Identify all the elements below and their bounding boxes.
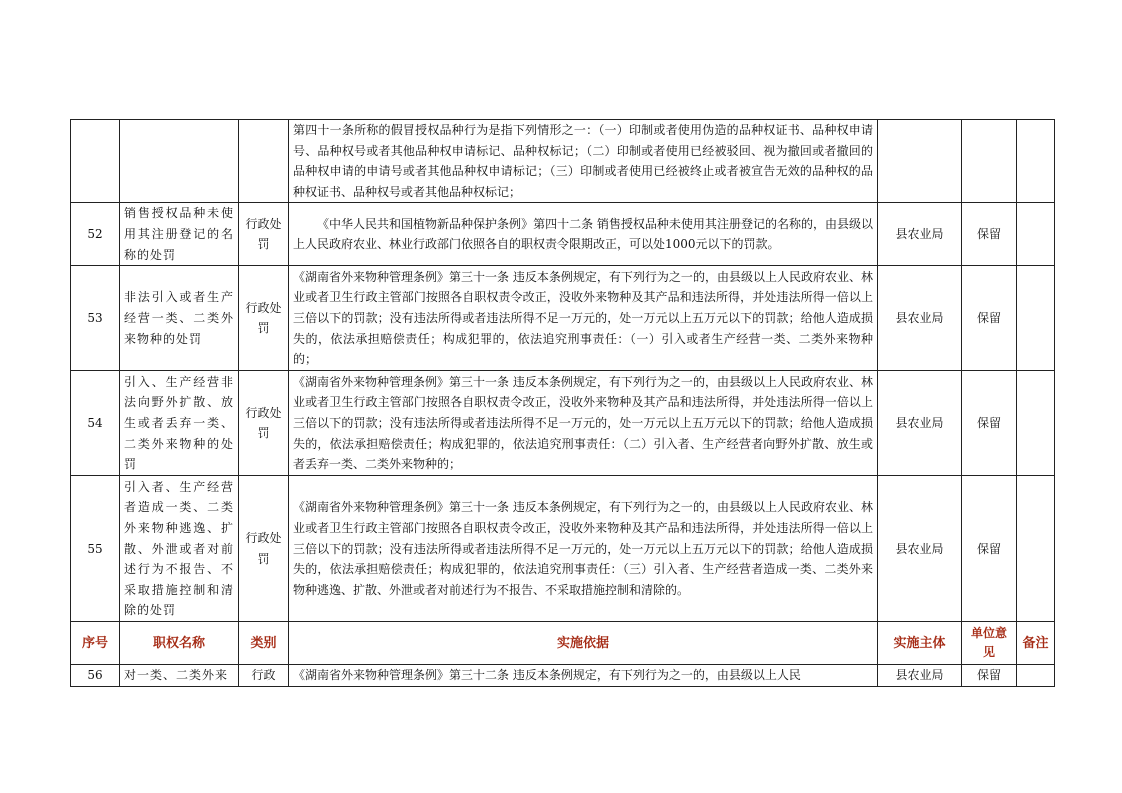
category: 行政 bbox=[239, 665, 289, 687]
unit-opinion: 保留 bbox=[962, 203, 1017, 266]
row-number: 53 bbox=[71, 266, 120, 371]
authority-name: 非法引入或者生产经营一类、二类外来物种的处罚 bbox=[120, 266, 239, 371]
row-number: 55 bbox=[71, 476, 120, 622]
unit-opinion bbox=[962, 120, 1017, 203]
category: 行政处罚 bbox=[239, 266, 289, 371]
legal-basis: 《湖南省外来物种管理条例》第三十一条 违反本条例规定，有下列行为之一的，由县级以上人民政府农业、林业或者卫生行政主管部门按照各自职权责令改正，没收外来物种及其产品和违法所得，并处违法所得一倍以上三倍以下的罚款；没有违法所得或者违法所得不足一万元的，处一万元以上五万元以下的罚款；给他人造成损失的，依法承担赔偿责任；构成犯罪的，依法追究刑事责任：（三）引入者、生产经营者造成一类、二类外来物种逃逸、扩散、外泄或者对前述行为不报告、不采取措施控制和清除的。 bbox=[289, 476, 878, 622]
remark bbox=[1017, 476, 1055, 622]
table-header-row bbox=[71, 622, 1055, 665]
header-subject: 实施主体 bbox=[878, 622, 962, 665]
remark bbox=[1017, 266, 1055, 371]
implementing-body: 县农业局 bbox=[878, 665, 962, 687]
category: 行政处罚 bbox=[239, 371, 289, 476]
authority-name: 销售授权品种未使用其注册登记的名称的处罚 bbox=[120, 203, 239, 266]
authority-name: 对一类、二类外来 bbox=[120, 665, 239, 687]
authority-name: 引入、生产经营非法向野外扩散、放生或者丢弃一类、二类外来物种的处罚 bbox=[120, 371, 239, 476]
header-opinion: 单位意见 bbox=[962, 622, 1017, 665]
category: 行政处罚 bbox=[239, 476, 289, 622]
table-row bbox=[71, 120, 1055, 203]
authority-name bbox=[120, 120, 239, 203]
remark bbox=[1017, 371, 1055, 476]
authority-table bbox=[70, 119, 1055, 687]
authority-name: 引入者、生产经营者造成一类、二类外来物种逃逸、扩散、外泄或者对前述行为不报告、不采取措施控制和清除的处罚 bbox=[120, 476, 239, 622]
row-number: 52 bbox=[71, 203, 120, 266]
implementing-body: 县农业局 bbox=[878, 266, 962, 371]
implementing-body bbox=[878, 120, 962, 203]
unit-opinion: 保留 bbox=[962, 476, 1017, 622]
legal-basis: 《湖南省外来物种管理条例》第三十一条 违反本条例规定，有下列行为之一的，由县级以上人民政府农业、林业或者卫生行政主管部门按照各自职权责令改正，没收外来物种及其产品和违法所得，并处违法所得一倍以上三倍以下的罚款；没有违法所得或者违法所得不足一万元的，处一万元以上五万元以下的罚款；给他人造成损失的，依法承担赔偿责任；构成犯罪的，依法追究刑事责任：（一）引入或者生产经营一类、二类外来物种的； bbox=[289, 266, 878, 371]
row-number: 54 bbox=[71, 371, 120, 476]
table-row bbox=[71, 371, 1055, 476]
remark bbox=[1017, 203, 1055, 266]
row-number: 56 bbox=[71, 665, 120, 687]
category bbox=[239, 120, 289, 203]
header-category: 类别 bbox=[239, 622, 289, 665]
category: 行政处罚 bbox=[239, 203, 289, 266]
table-row bbox=[71, 266, 1055, 371]
unit-opinion: 保留 bbox=[962, 266, 1017, 371]
legal-basis: 第四十一条所称的假冒授权品种行为是指下列情形之一：（一）印制或者使用伪造的品种权证书、品种权申请号、品种权号或者其他品种权申请标记、品种权标记；（二）印制或者使用已经被驳回、视为撤回或者撤回的品种权申请的申请号或者其他品种权申请标记；（三）印制或者使用已经被终止或者被宣告无效的品种权的品种权证书、品种权号或者其他品种权标记； bbox=[289, 120, 878, 203]
unit-opinion: 保留 bbox=[962, 665, 1017, 687]
row-number bbox=[71, 120, 120, 203]
legal-basis: 《湖南省外来物种管理条例》第三十二条 违反本条例规定，有下列行为之一的，由县级以上人民 bbox=[289, 665, 878, 687]
implementing-body: 县农业局 bbox=[878, 371, 962, 476]
header-basis: 实施依据 bbox=[289, 622, 878, 665]
implementing-body: 县农业局 bbox=[878, 476, 962, 622]
header-name: 职权名称 bbox=[120, 622, 239, 665]
remark bbox=[1017, 120, 1055, 203]
header-remark: 备注 bbox=[1017, 622, 1055, 665]
table-row bbox=[71, 203, 1055, 266]
legal-basis: 《湖南省外来物种管理条例》第三十一条 违反本条例规定，有下列行为之一的，由县级以上人民政府农业、林业或者卫生行政主管部门按照各自职权责令改正，没收外来物种及其产品和违法所得，并处违法所得一倍以上三倍以下的罚款；没有违法所得或者违法所得不足一万元的，处一万元以上五万元以下的罚款；给他人造成损失的，依法承担赔偿责任；构成犯罪的，依法追究刑事责任：（二）引入者、生产经营者向野外扩散、放生或者丢弃一类、二类外来物种的； bbox=[289, 371, 878, 476]
table-row bbox=[71, 476, 1055, 622]
implementing-body: 县农业局 bbox=[878, 203, 962, 266]
unit-opinion: 保留 bbox=[962, 371, 1017, 476]
legal-basis: 《中华人民共和国植物新品种保护条例》第四十二条 销售授权品种未使用其注册登记的名称的，由县级以上人民政府农业、林业行政部门依照各自的职权责令限期改正，可以处1000元以下的罚款。 bbox=[289, 203, 878, 266]
header-no: 序号 bbox=[71, 622, 120, 665]
table-row bbox=[71, 665, 1055, 687]
remark bbox=[1017, 665, 1055, 687]
